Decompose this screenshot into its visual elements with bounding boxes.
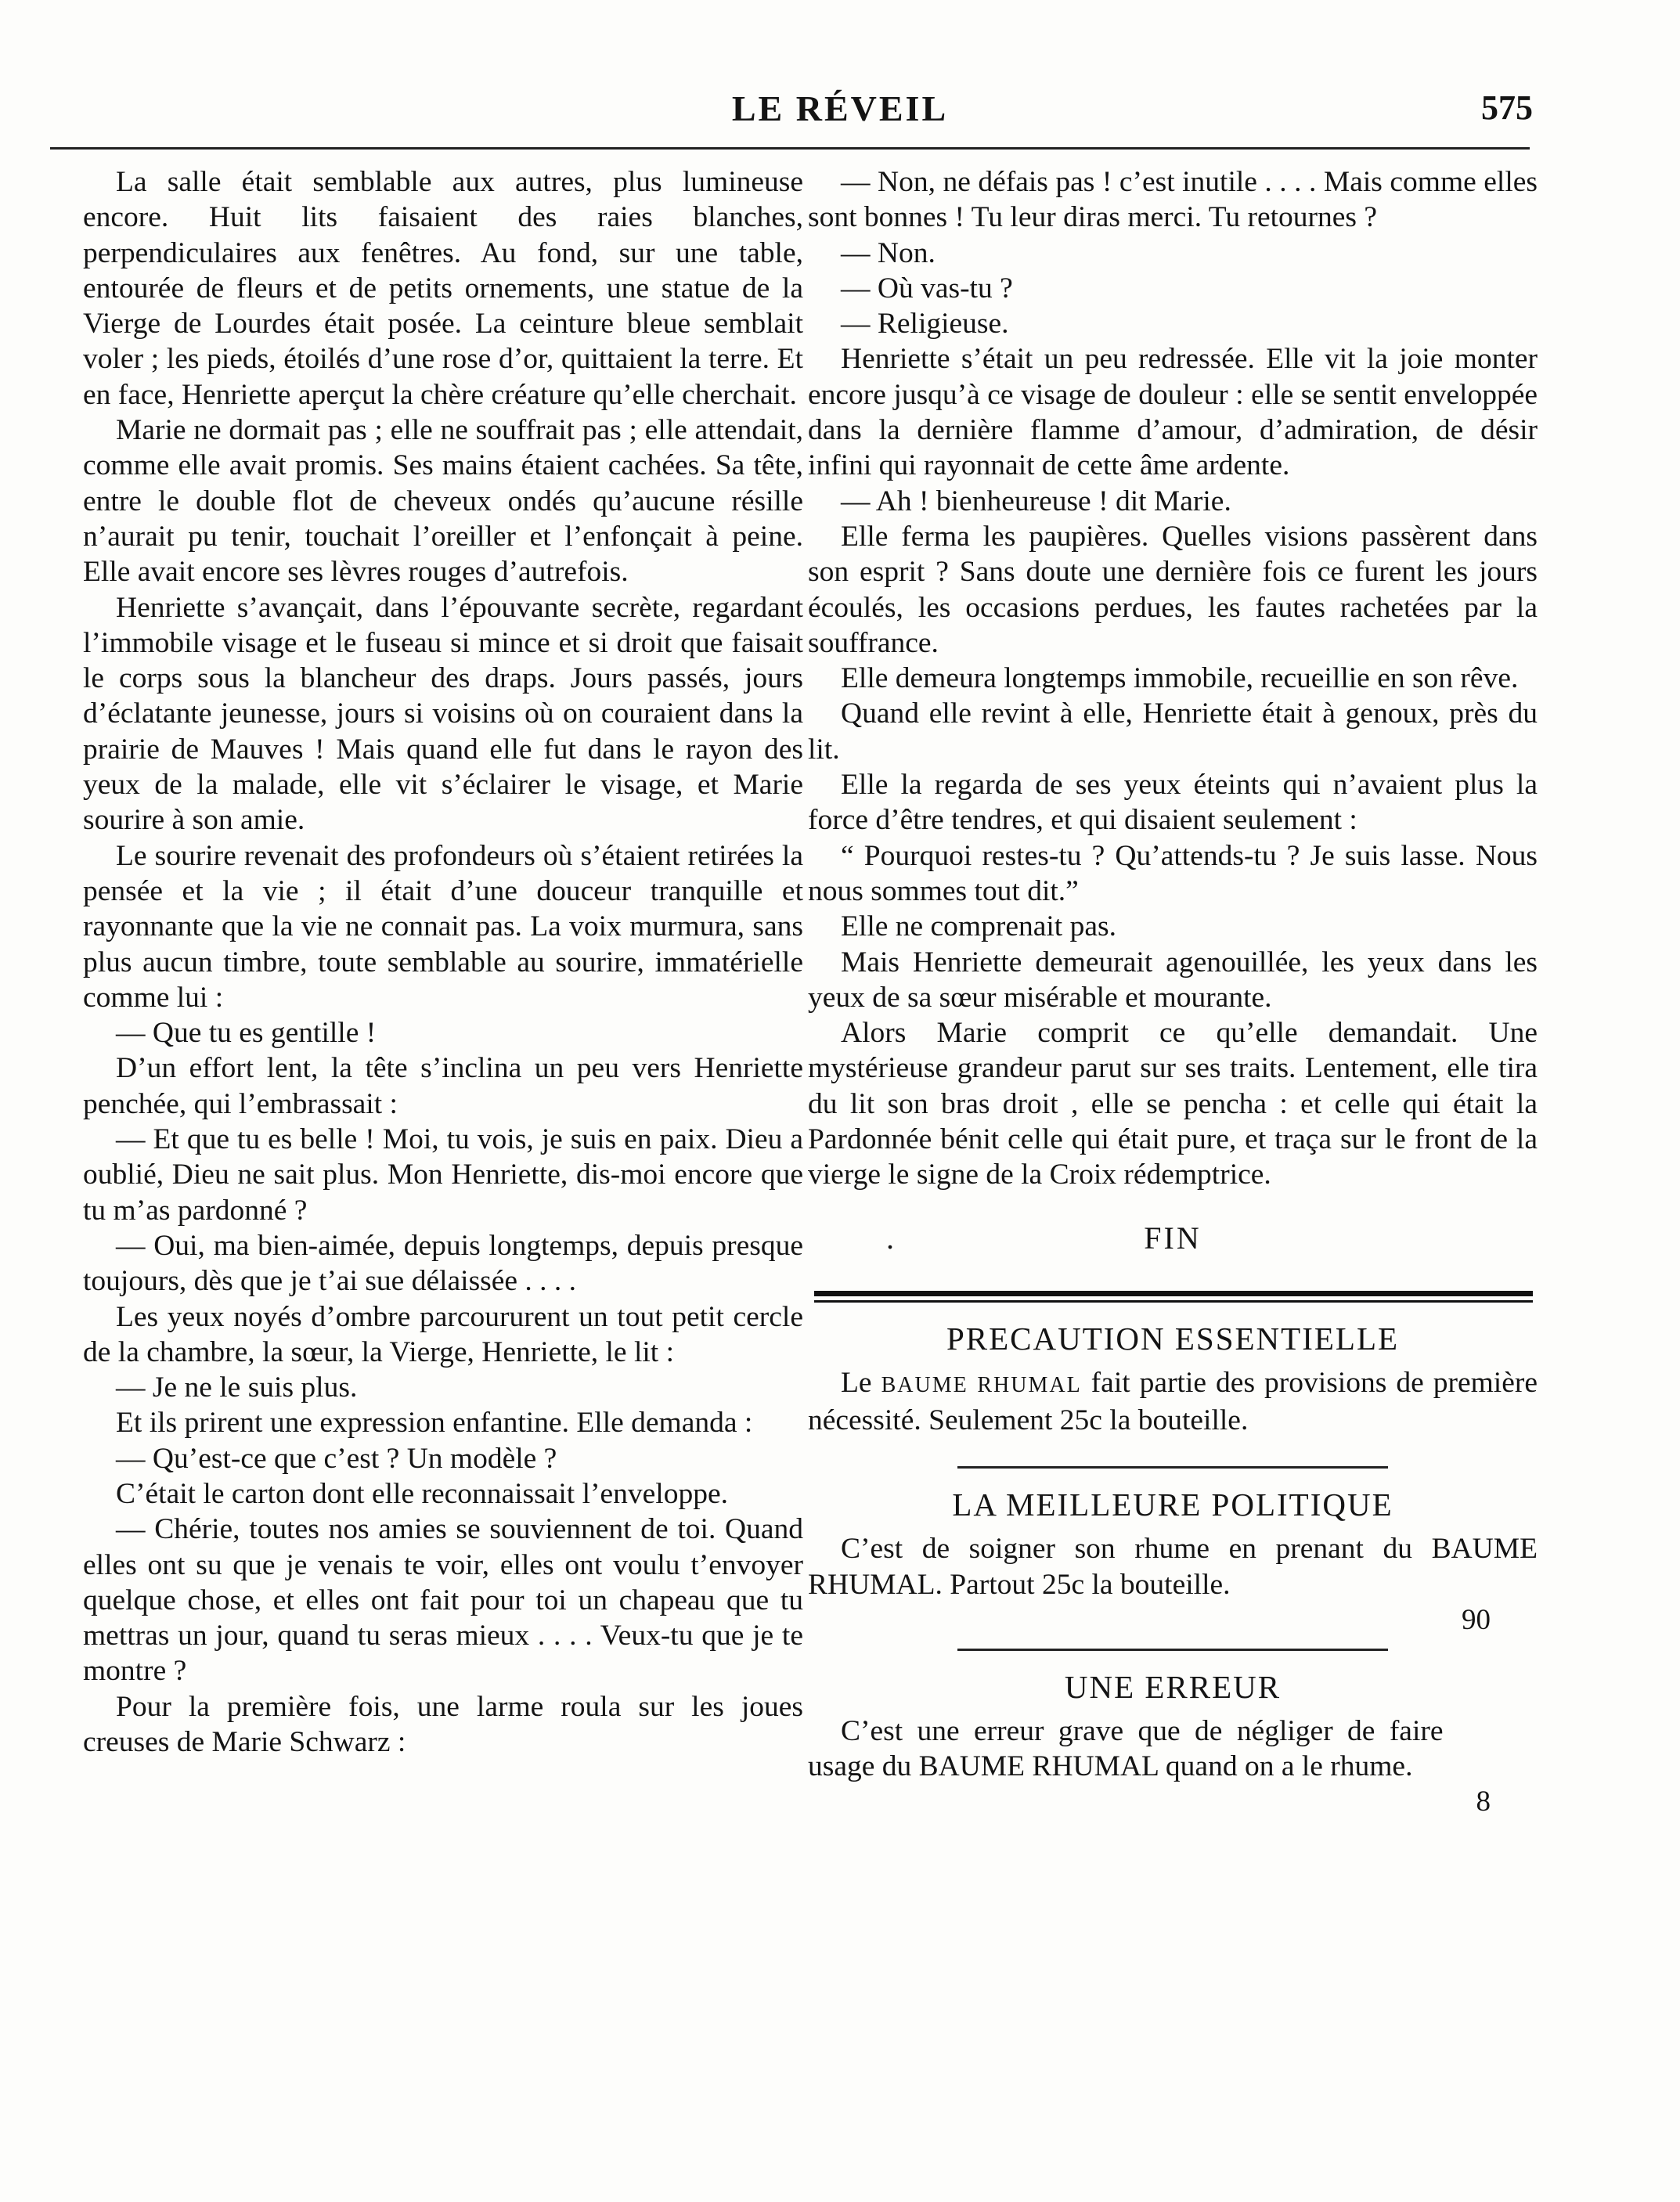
ad-body <box>808 1714 1538 1818</box>
advertisement <box>808 1320 1538 1439</box>
paragraph: Elle la regarda de ses yeux éteints qui n’avaient plus la force d’être tendres, et qui disaient seulement : <box>808 769 1538 837</box>
dialogue-line: — Oui, ma bien-aimée, depuis longtemps, depuis presque toujours, dès que je t’ai sue délaissée . . . . <box>83 1229 803 1298</box>
paragraph: Elle ne comprenait pas. <box>841 910 1116 943</box>
paragraph: Mais Henriette demeurait agenouillée, les yeux dans les yeux de sa sœur misérable et mourante. <box>808 946 1538 1014</box>
paragraph: D’un effort lent, la tête s’inclina un peu vers Henriette penchée, qui l’embrassait : <box>83 1052 803 1120</box>
page-header <box>0 85 1680 132</box>
ad-body-text: C’est une erreur grave que de négliger de faire usage du BAUME RHUMAL quand on a le rhume. <box>808 1714 1444 1783</box>
fin-marker <box>808 1220 1538 1256</box>
fin-text: FIN <box>1144 1220 1202 1256</box>
section-double-rule <box>814 1291 1533 1303</box>
paragraph: Et ils prirent une expression enfantine. Elle demanda : <box>116 1407 753 1440</box>
right-column <box>808 164 1538 1818</box>
paragraph: La salle était semblable aux autres, plus lumineuse encore. Huit lits faisaient des raies blanches, perpendiculaires aux fenêtres. Au fond, sur une table, entourée de fleurs et de petits ornements, une statue de la Vierge de Lourdes était posée. La ceinture bleue semblait voler ; les pieds, étoilés d’une rose d’or, quittaient la terre. Et en face, Henriette aperçut la chère créature qu’elle cherchait. <box>83 166 803 411</box>
ad-title: PRECAUTION ESSENTIELLE <box>946 1320 1400 1357</box>
dialogue-line: — Non. <box>841 236 936 269</box>
dialogue-line: — Non, ne défais pas ! c’est inutile . . . . Mais comme elles sont bonnes ! Tu leur diras merci. Tu retournes ? <box>808 166 1538 234</box>
ad-body-text: fait partie des provisions de première nécessité. Seulement 25c la bouteille. <box>808 1366 1538 1436</box>
paragraph: Henriette s’avançait, dans l’épouvante secrète, regardant l’immobile visage et le fuseau si mince et si droit que faisait le corps sous la blancheur des draps. Jours passés, jours d’éclatante jeunesse, jours si voisins où on couraient dans la prairie de Mauves ! Mais quand elle fut dans le rayon des yeux de la malade, elle vit s’éclairer le visage, et Marie sourire à son amie. <box>83 591 803 837</box>
dialogue-line: — Qu’est-ce que c’est ? Un modèle ? <box>116 1442 557 1475</box>
ad-separator-rule <box>957 1649 1388 1651</box>
ad-title: LA MEILLEURE POLITIQUE <box>952 1487 1393 1523</box>
dialogue-line: — Que tu es gentille ! <box>116 1017 377 1050</box>
paragraph: Elle demeura longtemps immobile, recueillie en son rêve. <box>841 662 1519 695</box>
page-number: 575 <box>1481 88 1533 127</box>
running-title: LE RÉVEIL <box>731 88 949 128</box>
ad-separator-rule <box>957 1466 1388 1469</box>
paragraph: C’était le carton dont elle reconnaissait l’enveloppe. <box>116 1477 728 1510</box>
paragraph: Les yeux noyés d’ombre parcoururent un tout petit cercle de la chambre, la sœur, la Vierge, Henriette, le lit : <box>83 1300 803 1368</box>
ad-reference-number: 90 <box>1462 1603 1491 1636</box>
dialogue-line: — Où vas-tu ? <box>841 272 1013 305</box>
ad-body: C’est de soigner son rhume en prenant du BAUME RHUMAL. Partout 25c la bouteille. <box>808 1533 1538 1601</box>
ad-reference-number: 8 <box>1476 1785 1491 1818</box>
paragraph: Le sourire revenait des profondeurs où s’étaient retirées la pensée et la vie ; il était d’une douceur tranquille et rayonnante que la vie ne connait pas. La voix murmura, sans plus aucun timbre, toute semblable au sourire, immatérielle comme lui : <box>83 839 803 1014</box>
paragraph: Marie ne dormait pas ; elle ne souffrait pas ; elle attendait, comme elle avait promis. Ses mains étaient cachées. Sa tête, entre le double flot de cheveux ondés qu’aucune résille n’aurait pu tenir, touchait l’oreiller et l’enfonçait à peine. Elle avait encore ses lèvres rouges d’autrefois. <box>83 414 803 589</box>
paragraph: Pour la première fois, une larme roula sur les joues creuses de Marie Schwarz : <box>83 1690 803 1759</box>
paragraph: Henriette s’était un peu redressée. Elle vit la joie monter encore jusqu’à ce visage de douleur : elle se sentit enveloppée dans la dernière flamme d’amour, d’admiration, de désir infini qui rayonnait de cette âme ardente. <box>808 343 1538 482</box>
paragraph: Elle ferma les paupières. Quelles visions passèrent dans son esprit ? Sans doute une dernière fois ce furent les jours écoulés, les occasions perdues, les fautes rachetées par la souffrance. <box>808 520 1538 659</box>
dialogue-line: — Et que tu es belle ! Moi, tu vois, je suis en paix. Dieu a oublié, Dieu ne sait plus. Mon Henriette, dis-moi encore que tu m’as pardonné ? <box>83 1123 803 1227</box>
dialogue-line: — Chérie, toutes nos amies se souviennent de toi. Quand elles ont su que je venais te voir, elles ont voulu t’envoyer quelque chose, et elles ont fait pour toi un chapeau que tu mettras un jour, quand tu seras mieux . . . . Veux-tu que je te montre ? <box>83 1513 803 1688</box>
ad-body <box>808 1365 1538 1439</box>
ad-brand: BAUME RHUMAL <box>881 1372 1082 1397</box>
left-column <box>83 164 803 1760</box>
dialogue-line: — Ah ! bienheureuse ! dit Marie. <box>841 485 1231 517</box>
header-rule <box>50 147 1530 150</box>
dialogue-line: — Je ne le suis plus. <box>116 1371 358 1404</box>
advertisement <box>808 1668 1538 1818</box>
fin-dot: . <box>886 1220 896 1256</box>
paragraph: Alors Marie comprit ce qu’elle demandait. Une mystérieuse grandeur parut sur ses traits. Lentement, elle tira du lit son bras droit , elle se pencha : et celle qui était la Pardonnée bénit celle qui était pure, et traça sur le front de la vierge le signe de la Croix rédemptrice. <box>808 1017 1538 1191</box>
dialogue-line: — Religieuse. <box>841 308 1009 341</box>
quoted-thought: “ Pourquoi restes-tu ? Qu’attends-tu ? Je suis lasse. Nous nous sommes tout dit.” <box>808 839 1538 907</box>
paragraph: Quand elle revint à elle, Henriette était à genoux, près du lit. <box>808 697 1538 766</box>
advertisement <box>808 1486 1538 1638</box>
ad-title: UNE ERREUR <box>1064 1668 1282 1705</box>
ad-lead: Le <box>841 1366 881 1399</box>
